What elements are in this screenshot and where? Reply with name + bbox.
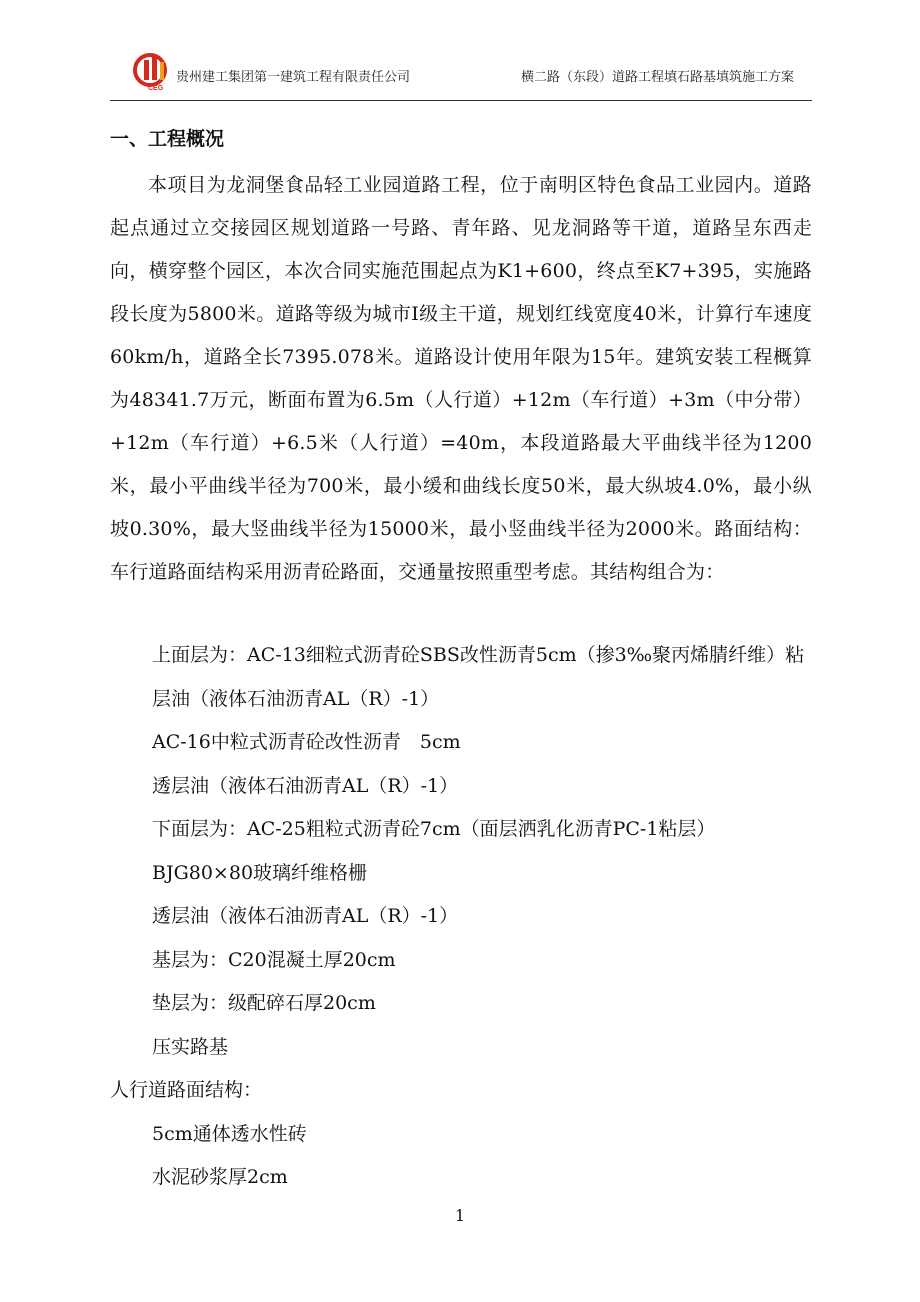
- pavement-structure-list: [110, 634, 812, 1200]
- header-divider: [110, 100, 812, 101]
- list-item: 透层油（液体石油沥青AL（R）-1）: [152, 774, 459, 797]
- list-item: 压实路基: [152, 1035, 229, 1058]
- section-heading: 一、工程概况: [110, 128, 225, 150]
- company-logo: [130, 52, 176, 92]
- list-item: BJG80×80玻璃纤维格栅: [152, 861, 368, 884]
- list-item: 垫层为：级配碎石厚20cm: [152, 992, 376, 1014]
- list-item: AC-16中粒式沥青砼改性沥青 5cm: [152, 731, 461, 753]
- page-number: 1: [454, 1206, 466, 1225]
- list-item: 上面层为：AC-13细粒式沥青砼SBS改性沥青5cm（掺3‰聚丙烯腈纤维）粘层油（液体石油沥青AL（R）-1）: [152, 644, 805, 710]
- logo-text: CEG: [148, 85, 164, 92]
- sidewalk-heading: 人行道路面结构：: [110, 1079, 263, 1101]
- list-item: 下面层为：AC-25粗粒式沥青砼7cm（面层洒乳化沥青PC-1粘层）: [152, 818, 716, 840]
- list-item: 水泥砂浆厚2cm: [152, 1166, 288, 1188]
- company-name: 贵州建工集团第一建筑工程有限责任公司: [176, 70, 411, 85]
- page-header: [110, 52, 812, 100]
- list-item: 基层为：C20混凝土厚20cm: [152, 948, 396, 971]
- list-item: 透层油（液体石油沥青AL（R）-1）: [152, 905, 459, 927]
- overview-paragraph: 本项目为龙洞堡食品轻工业园道路工程，位于南明区特色食品工业园内。道路起点通过立交接园区规划道路一号路、青年路、见龙洞路等干道，道路呈东西走向，横穿整个园区，本次合同实施范围起点为K1+600，终点至K7+395，实施路段长度为5800米。道路等级为城市Ⅰ级主干道，规划红线宽度40米，计算行车速度60km/h，道路全长7395.078米。道路设计使用年限为15年。建筑安装工程概算为48341.7万元，断面布置为6.5m（人行道）+12m（车行道）+3m（中分带）+12m（车行道）+6.5米（人行道）=40m，本段道路最大平曲线半径为1200米，最小平曲线半径为700米，最小缓和曲线长度50米，最大纵坡4.0%，最小纵坡0.30%，最大竖曲线半径为15000米，最小竖曲线半径为2000米。路面结构：车行道路面结构采用沥青砼路面，交通量按照重型考虑。其结构组合为：: [110, 174, 812, 583]
- list-item: 5cm通体透水性砖: [152, 1122, 307, 1145]
- document-title: 横二路（东段）道路工程填石路基填筑施工方案: [520, 70, 794, 85]
